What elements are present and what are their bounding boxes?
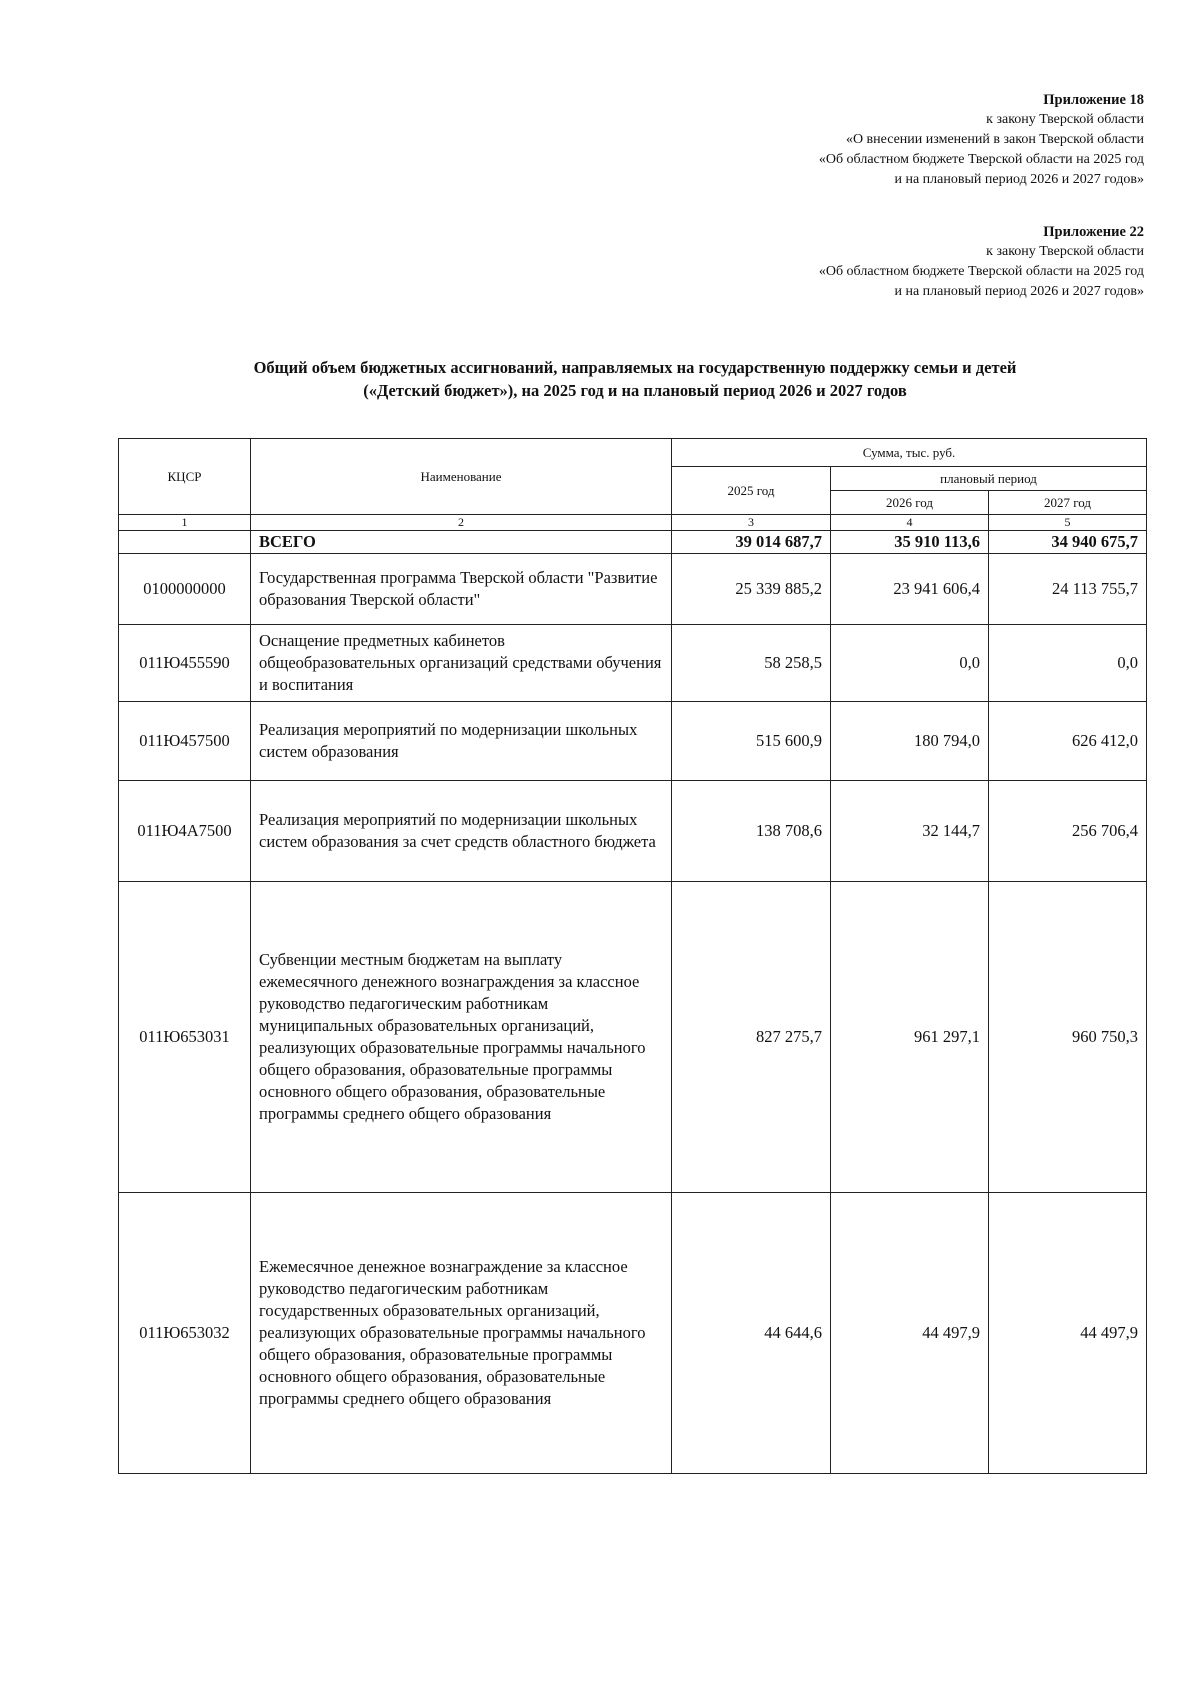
- header-sum: Сумма, тыс. руб.: [672, 439, 1147, 467]
- cell-name: ВСЕГО: [251, 531, 672, 554]
- header-kcsr: КЦСР: [119, 439, 251, 515]
- cell-name: Государственная программа Тверской области "Развитие образования Тверской области": [251, 554, 672, 625]
- table-row-total: [119, 531, 1147, 554]
- cell-2026: 961 297,1: [831, 882, 989, 1193]
- cell-2027: 256 706,4: [989, 781, 1147, 882]
- header-name: Наименование: [251, 439, 672, 515]
- header-planned-period: плановый период: [831, 467, 1147, 491]
- cell-2025: 25 339 885,2: [672, 554, 831, 625]
- cell-code: [119, 531, 251, 554]
- cell-2027: 626 412,0: [989, 702, 1147, 781]
- cell-2025: 44 644,6: [672, 1193, 831, 1474]
- cell-2026: 180 794,0: [831, 702, 989, 781]
- annex-22-line: и на плановый период 2026 и 2027 годов»: [894, 284, 1144, 299]
- cell-2025: 515 600,9: [672, 702, 831, 781]
- annex-22-line: к закону Тверской области: [986, 244, 1144, 259]
- table-row: [119, 702, 1147, 781]
- cell-2026: 44 497,9: [831, 1193, 989, 1474]
- table-row: [119, 781, 1147, 882]
- table-row: [119, 625, 1147, 702]
- table-header-row: [119, 439, 1147, 467]
- column-number: 5: [989, 515, 1147, 531]
- cell-2025: 39 014 687,7: [672, 531, 831, 554]
- column-number: 2: [251, 515, 672, 531]
- cell-code: 011Ю4А7500: [119, 781, 251, 882]
- cell-2027: 44 497,9: [989, 1193, 1147, 1474]
- cell-name: Субвенции местным бюджетам на выплату ежемесячного денежного вознаграждения за классное руководство педагогическим работникам муниципальных образовательных организаций, реализующих образовательные программы начального общего образования, образовательные программы основного общего образования, образовательные программы среднего общего образования: [251, 882, 672, 1193]
- cell-name: Оснащение предметных кабинетов общеобразовательных организаций средствами обучения и воспитания: [251, 625, 672, 702]
- header-2025: 2025 год: [672, 467, 831, 515]
- column-number: 4: [831, 515, 989, 531]
- annex-22-line: «Об областном бюджете Тверской области на 2025 год: [818, 264, 1144, 279]
- cell-2027: 0,0: [989, 625, 1147, 702]
- cell-2025: 827 275,7: [672, 882, 831, 1193]
- document-title-line: Общий объем бюджетных ассигнований, направляемых на государственную поддержку семьи и детей: [253, 358, 1017, 377]
- table-row: [119, 882, 1147, 1193]
- annex-22-header: [819, 222, 1144, 302]
- cell-code: 011Ю653032: [119, 1193, 251, 1474]
- cell-name: Реализация мероприятий по модернизации школьных систем образования за счет средств областного бюджета: [251, 781, 672, 882]
- cell-2026: 23 941 606,4: [831, 554, 989, 625]
- table-row: [119, 1193, 1147, 1474]
- annex-18-title: Приложение 18: [1043, 92, 1144, 108]
- column-number: 1: [119, 515, 251, 531]
- document-title: [120, 356, 1150, 402]
- annex-18-line: и на плановый период 2026 и 2027 годов»: [894, 172, 1144, 187]
- cell-code: 0100000000: [119, 554, 251, 625]
- annex-22-title: Приложение 22: [1043, 224, 1144, 240]
- annex-18-line: «Об областном бюджете Тверской области на 2025 год: [818, 152, 1144, 167]
- annex-18-header: [819, 90, 1144, 190]
- header-2026: 2026 год: [831, 491, 989, 515]
- table-row: [119, 554, 1147, 625]
- cell-2026: 0,0: [831, 625, 989, 702]
- header-2027: 2027 год: [989, 491, 1147, 515]
- cell-2027: 34 940 675,7: [989, 531, 1147, 554]
- cell-2025: 138 708,6: [672, 781, 831, 882]
- cell-2026: 35 910 113,6: [831, 531, 989, 554]
- cell-name: Реализация мероприятий по модернизации школьных систем образования: [251, 702, 672, 781]
- column-number-row: [119, 515, 1147, 531]
- cell-code: 011Ю455590: [119, 625, 251, 702]
- column-number: 3: [672, 515, 831, 531]
- cell-code: 011Ю457500: [119, 702, 251, 781]
- cell-2026: 32 144,7: [831, 781, 989, 882]
- annex-18-line: «О внесении изменений в закон Тверской области: [845, 132, 1144, 147]
- cell-name: Ежемесячное денежное вознаграждение за классное руководство педагогическим работникам государственных образовательных организаций, реализующих образовательные программы начального общего образования, образовательные программы основного общего образования, образовательные программы среднего общего образования: [251, 1193, 672, 1474]
- cell-2027: 960 750,3: [989, 882, 1147, 1193]
- cell-2025: 58 258,5: [672, 625, 831, 702]
- budget-table: [118, 438, 1147, 1474]
- document-title-line: («Детский бюджет»), на 2025 год и на плановый период 2026 и 2027 годов: [363, 381, 907, 400]
- annex-18-line: к закону Тверской области: [986, 112, 1144, 127]
- cell-code: 011Ю653031: [119, 882, 251, 1193]
- cell-2027: 24 113 755,7: [989, 554, 1147, 625]
